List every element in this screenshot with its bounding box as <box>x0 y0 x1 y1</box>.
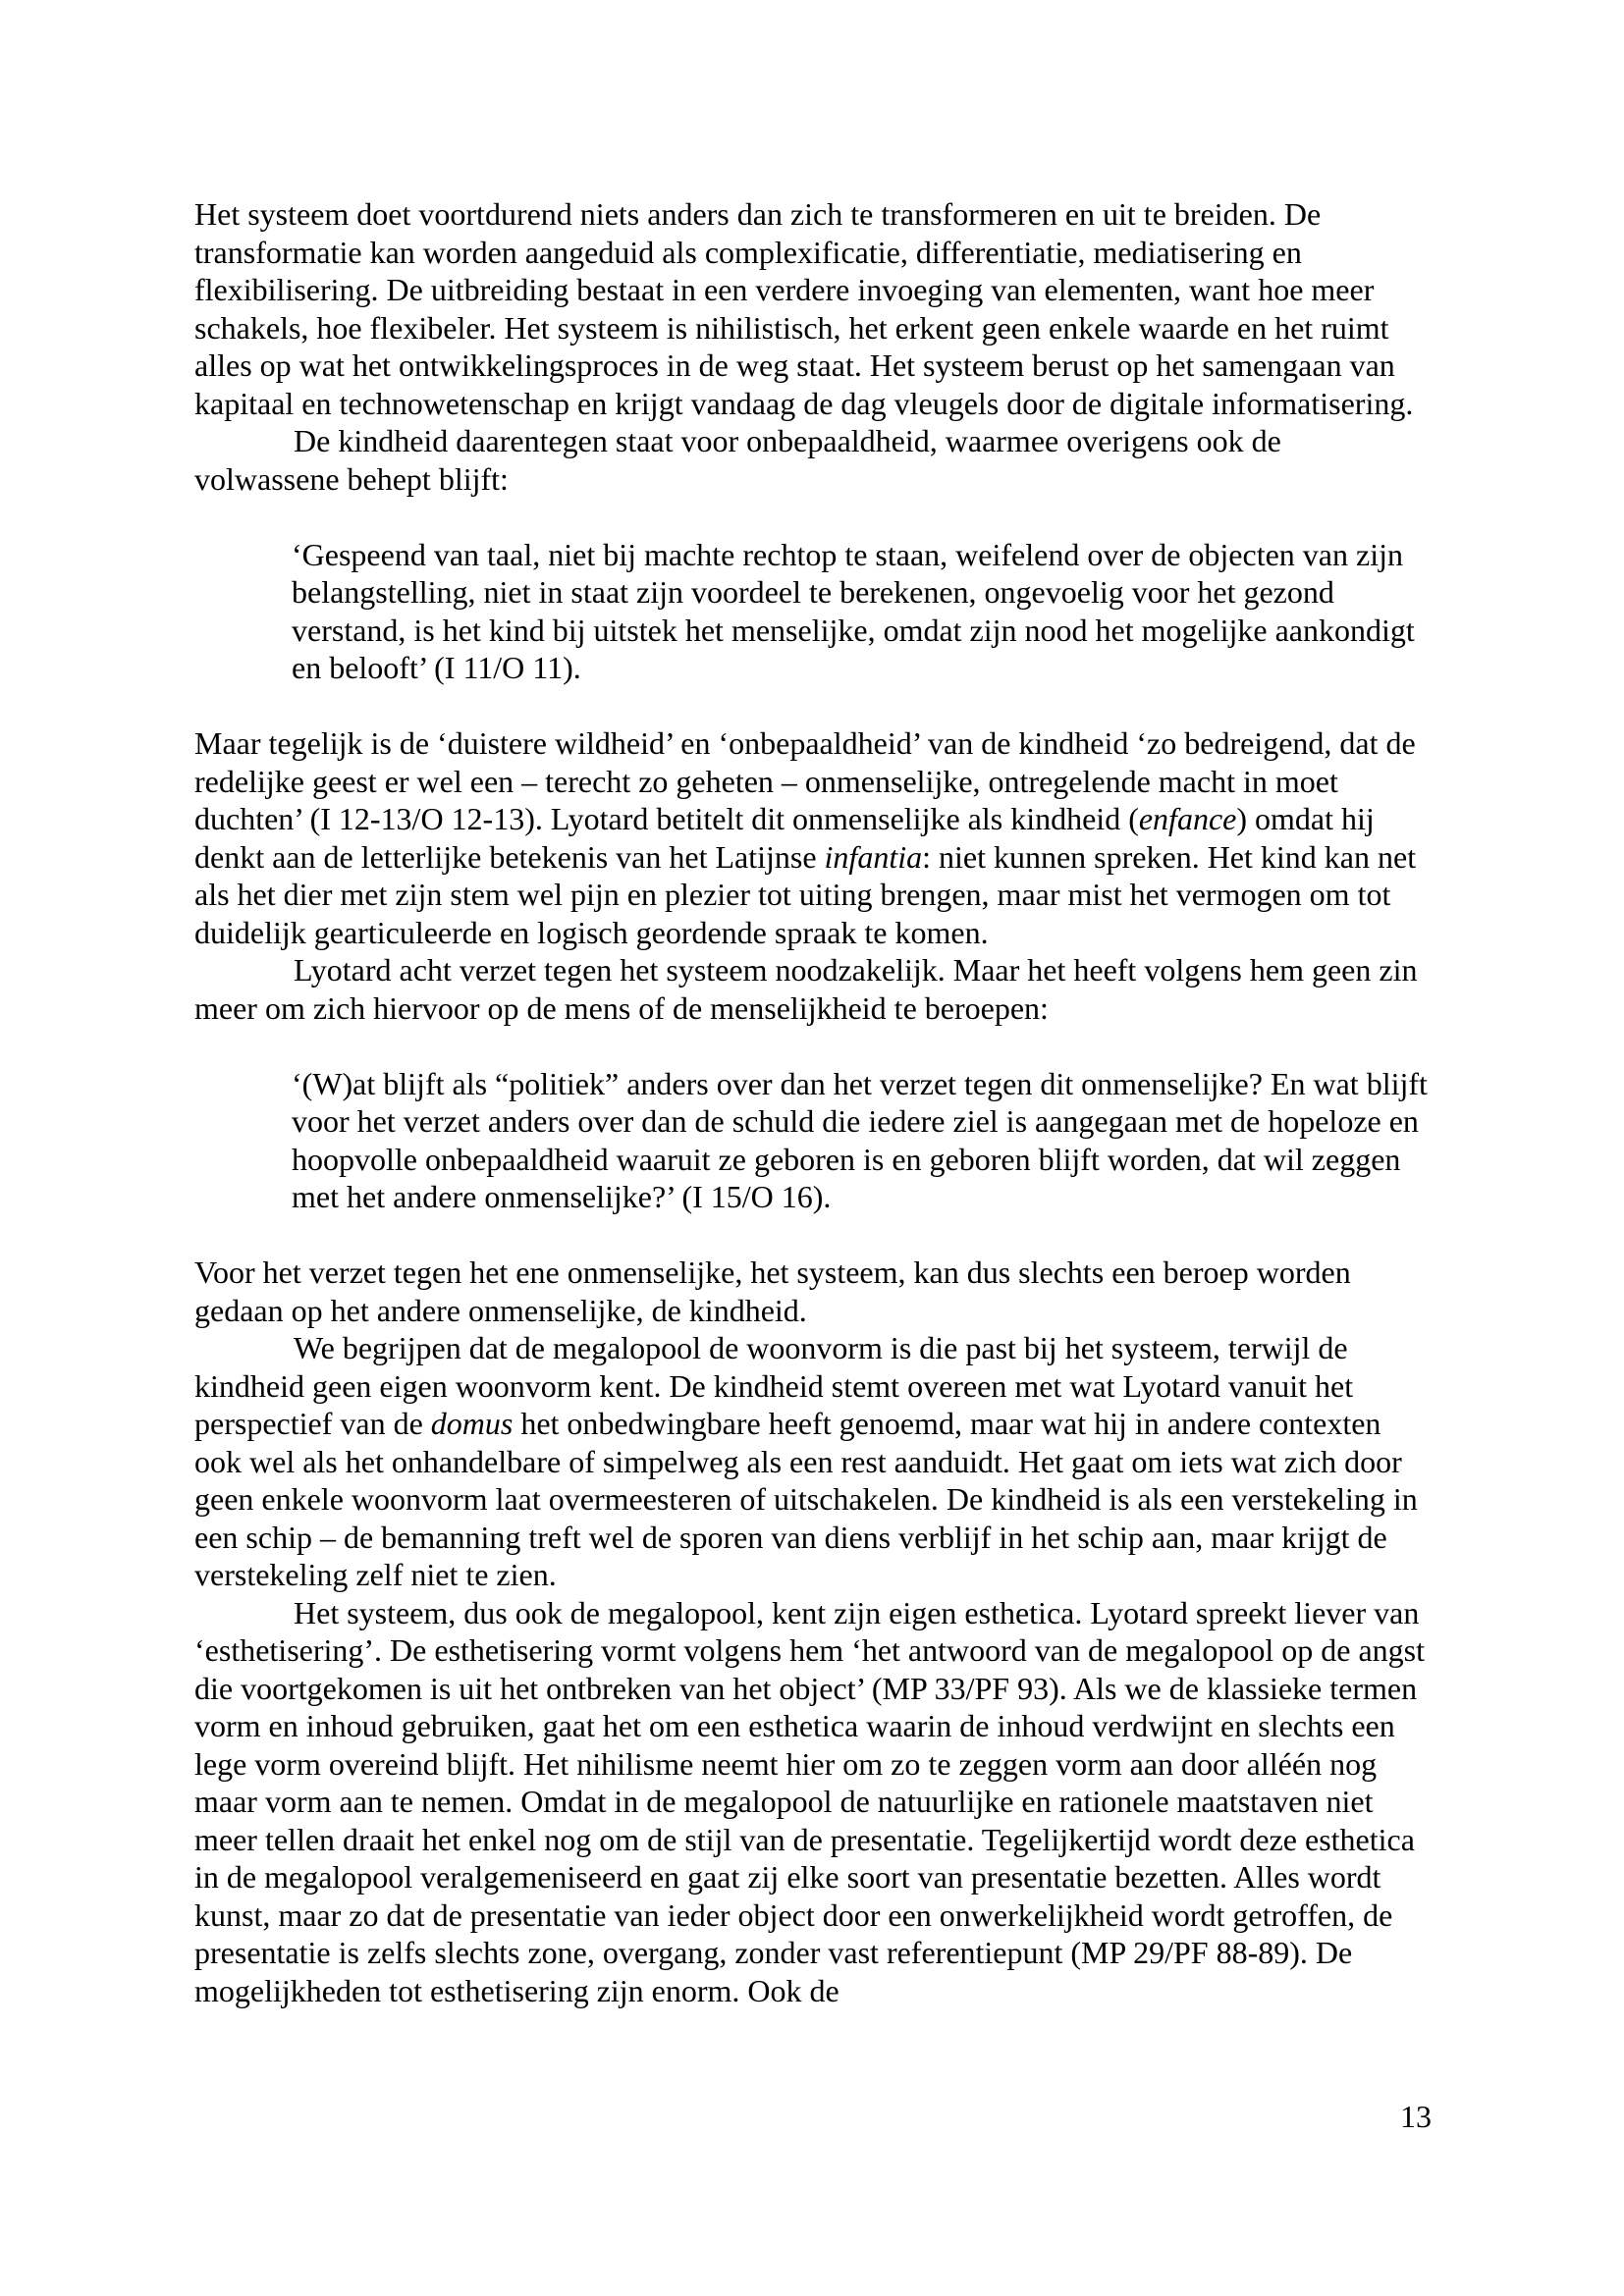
paragraph-3-italic-enfance: enfance <box>1138 801 1237 836</box>
block-quote-1: ‘Gespeend van taal, niet bij machte rechtop te staan, weifelend over de objecten van zijn belangstelling, niet in staat zijn voordeel te berekenen, ongevoelig voor het gezond verstand, is het kind bij uitstek het menselijke, omdat zijn nood het mogelijke aankondigt en belooft’ (I 11/O 11). <box>292 536 1415 685</box>
page-body <box>194 195 1434 2009</box>
paragraph-6 <box>194 1329 1434 1594</box>
page-number: 13 <box>1400 2099 1432 2134</box>
paragraph-6-italic-domus: domus <box>430 1406 514 1441</box>
paragraph-1: Het systeem doet voortdurend niets anders dan zich te transformeren en uit te breiden. De transformatie kan worden aangeduid als complexificatie, differentiatie, mediatisering en flexibilisering. De uitbreiding bestaat in een verdere invoeging van elementen, want hoe meer schakels, hoe flexibeler. Het systeem is nihilistisch, het erkent geen enkele waarde en het ruimt alles op wat het ontwikkelingsproces in de weg staat. Het systeem berust op het samengaan van kapitaal en technowetenschap en krijgt vandaag de dag vleugels door de digitale informatisering. <box>194 196 1414 421</box>
paragraph-6-text-a: We begrijpen dat de megalopool de woonvorm is die past bij het systeem, terwijl de kindheid geen eigen woonvorm kent. De kindheid stemt overeen met wat Lyotard vanuit het perspectief van de <box>194 1330 1354 1441</box>
paragraph-3 <box>194 724 1434 951</box>
paragraph-3-text-c: : niet kunnen spreken. Het kind kan net als het dier met zijn stem wel pijn en plezier tot uiting brengen, maar mist het vermogen om tot duidelijk gearticuleerde en logisch geordende spraak te komen. <box>194 838 1417 950</box>
paragraph-3-italic-infantia: infantia <box>824 838 923 875</box>
paragraph-5: Voor het verzet tegen het ene onmenselijke, het systeem, kan dus slechts een beroep worden gedaan op het andere onmenselijke, de kindheid. <box>194 1255 1351 1328</box>
paragraph-3-text-b: ) omdat hij denkt aan de letterlijke betekenis van het Latijnse <box>194 801 1375 875</box>
paragraph-4: Lyotard acht verzet tegen het systeem noodzakelijk. Maar het heeft volgens hem geen zin meer om zich hiervoor op de mens of de menselijkheid te beroepen: <box>194 952 1418 1026</box>
block-quote-2: ‘(W)at blijft als “politiek” anders over dan het verzet tegen dit onmenselijke? En wat blijft voor het verzet anders over dan de schuld die iedere ziel is aangegaan met de hopeloze en hoopvolle onbepaaldheid waaruit ze geboren is en geboren blijft worden, dat wil zeggen met het andere onmenselijke?’ (I 15/O 16). <box>292 1065 1428 1214</box>
paragraph-7: Het systeem, dus ook de megalopool, kent zijn eigen esthetica. Lyotard spreekt liever van ‘esthetisering’. De esthetisering vormt volgens hem ‘het antwoord van de megalopool op de angst die voortgekomen is uit het ontbreken van het object’ (MP 33/PF 93). Als we de klassieke termen vorm en inhoud gebruiken, gaat het om een esthetica waarin de inhoud verdwijnt en slechts een lege vorm overeind blijft. Het nihilisme neemt hier om zo te zeggen vorm aan door alléén nog maar vorm aan te nemen. Omdat in de megalopool de natuurlijke en rationele maatstaven niet meer tellen draait het enkel nog om de stijl van de presentatie. Tegelijkertijd wordt deze esthetica in de megalopool veralgemeniseerd en gaat zij elke soort van presentatie bezetten. Alles wordt kunst, maar zo dat de presentatie van ieder object door een onwerkelijkheid wordt getroffen, de presentatie is zelfs slechts zone, overgang, zonder vast referentiepunt (MP 29/PF 88-89). De mogelijkheden tot esthetisering zijn enorm. Ook de <box>194 1594 1426 2008</box>
paragraph-2: De kindheid daarentegen staat voor onbepaaldheid, waarmee overigens ook de volwassene behept blijft: <box>194 423 1281 497</box>
paragraph-6-text-b: het onbedwingbare heeft genoemd, maar wat hij in andere contexten ook wel als het onhandelbare of simpelweg als een rest aanduidt. Het gaat om iets wat zich door geen enkele woonvorm laat overmeesteren of uitschakelen. De kindheid is als een verstekeling in een schip – de bemanning treft wel de sporen van diens verblijf in het schip aan, maar krijgt de verstekeling zelf niet te zien. <box>194 1406 1418 1592</box>
paragraph-3-text-a: Maar tegelijk is de ‘duistere wildheid’ en ‘onbepaaldheid’ van de kindheid ‘zo bedreigend, dat de redelijke geest er wel een – terecht zo geheten – onmenselijke, ontregelende macht in moet duchten’ (I 12-13/O 12-13). Lyotard betitelt dit onmenselijke als kindheid ( <box>194 725 1416 836</box>
